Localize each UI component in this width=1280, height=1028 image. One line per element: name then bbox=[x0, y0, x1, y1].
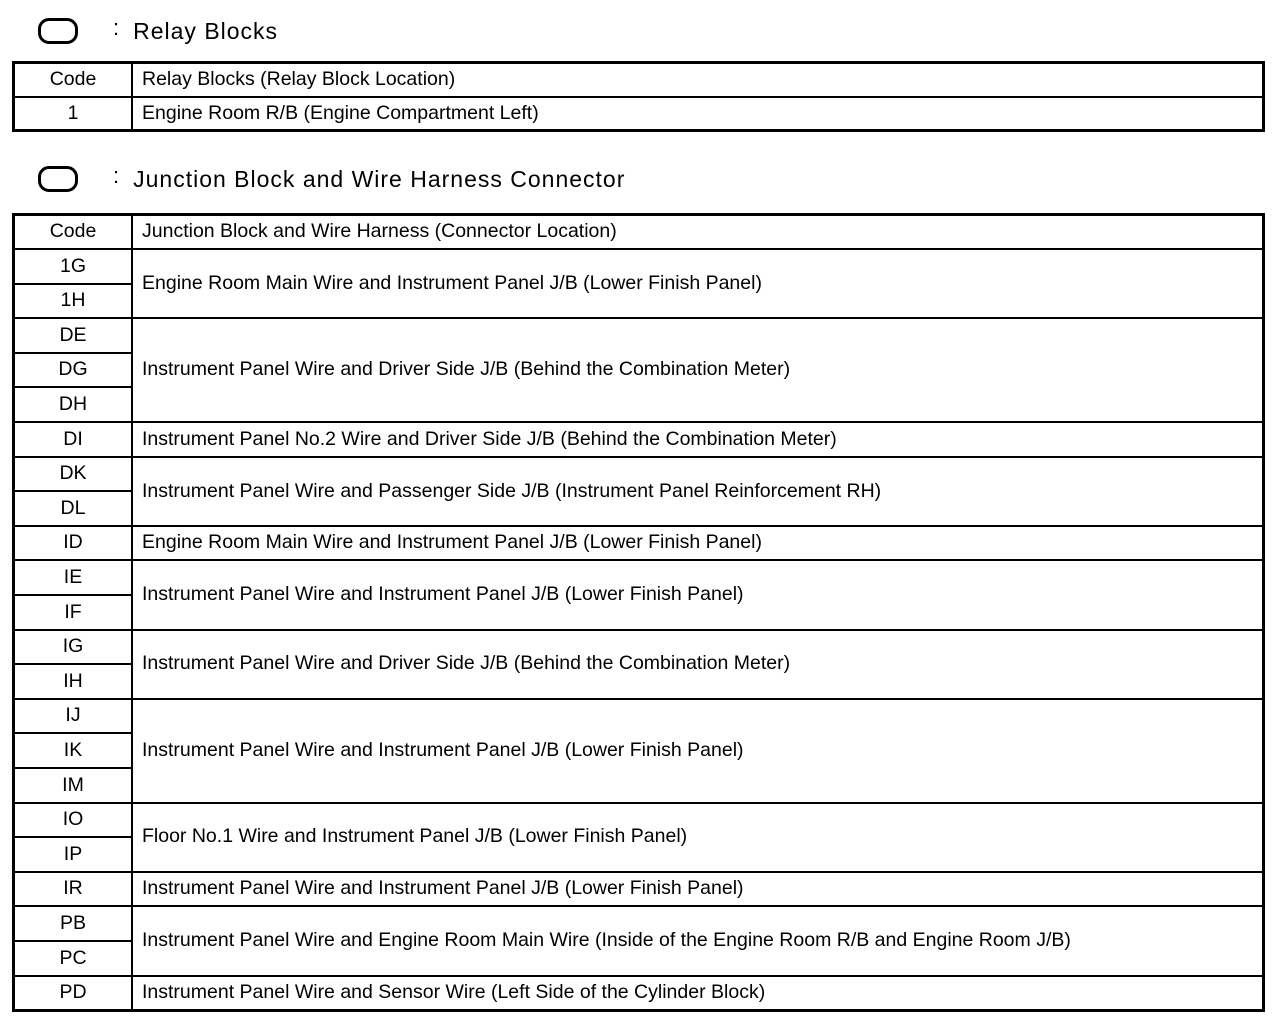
connector-location-cell: Instrument Panel Wire and Instrument Panel J/B (Lower Finish Panel) bbox=[132, 560, 1264, 629]
junction-block-title: Junction Block and Wire Harness Connector bbox=[133, 165, 626, 192]
table-row bbox=[14, 526, 1264, 561]
connector-code-cell: PD bbox=[14, 976, 133, 1011]
connector-code-cell: IH bbox=[14, 664, 133, 699]
connector-code-cell: PC bbox=[14, 941, 133, 976]
table-row bbox=[14, 699, 1264, 734]
connector-code-cell: IR bbox=[14, 872, 133, 907]
connector-code-cell: DE bbox=[14, 318, 133, 353]
location-header: Relay Blocks (Relay Block Location) bbox=[132, 63, 1264, 97]
connector-code-cell: DI bbox=[14, 422, 133, 457]
table-row bbox=[14, 630, 1264, 665]
junction-block-legend bbox=[38, 162, 625, 196]
table-row bbox=[14, 457, 1264, 492]
connector-code-cell: IE bbox=[14, 560, 133, 595]
connector-location-cell: Floor No.1 Wire and Instrument Panel J/B (Lower Finish Panel) bbox=[132, 803, 1264, 872]
rounded-rectangle-icon bbox=[38, 18, 78, 44]
connector-location-cell: Engine Room Main Wire and Instrument Panel J/B (Lower Finish Panel) bbox=[132, 249, 1264, 318]
table-header-row bbox=[14, 63, 1264, 97]
table-row bbox=[14, 906, 1264, 941]
connector-location-cell: Instrument Panel No.2 Wire and Driver Side J/B (Behind the Combination Meter) bbox=[132, 422, 1264, 457]
relay-location-cell: Engine Room R/B (Engine Compartment Left) bbox=[132, 97, 1264, 131]
connector-code-cell: PB bbox=[14, 906, 133, 941]
connector-code-cell: IJ bbox=[14, 699, 133, 734]
legend-colon: : bbox=[113, 163, 120, 188]
table-row bbox=[14, 97, 1264, 131]
table-row bbox=[14, 422, 1264, 457]
connector-code-cell: DK bbox=[14, 457, 133, 492]
connector-code-cell: IP bbox=[14, 837, 133, 872]
table-header-row bbox=[14, 215, 1264, 250]
table-row bbox=[14, 249, 1264, 284]
connector-location-cell: Instrument Panel Wire and Driver Side J/B (Behind the Combination Meter) bbox=[132, 318, 1264, 422]
connector-code-cell: DG bbox=[14, 353, 133, 388]
connector-location-cell: Instrument Panel Wire and Instrument Panel J/B (Lower Finish Panel) bbox=[132, 699, 1264, 803]
relay-blocks-table bbox=[12, 61, 1265, 132]
connector-code-cell: 1H bbox=[14, 284, 133, 319]
table-row bbox=[14, 560, 1264, 595]
relay-code-cell: 1 bbox=[14, 97, 133, 131]
connector-location-cell: Instrument Panel Wire and Engine Room Main Wire (Inside of the Engine Room R/B and Engine Room J/B) bbox=[132, 906, 1264, 975]
code-header: Code bbox=[14, 215, 133, 250]
location-header: Junction Block and Wire Harness (Connector Location) bbox=[132, 215, 1264, 250]
connector-location-cell: Instrument Panel Wire and Sensor Wire (Left Side of the Cylinder Block) bbox=[132, 976, 1264, 1011]
table-row bbox=[14, 976, 1264, 1011]
junction-block-table bbox=[12, 213, 1265, 1012]
code-header: Code bbox=[14, 63, 133, 97]
connector-location-cell: Engine Room Main Wire and Instrument Panel J/B (Lower Finish Panel) bbox=[132, 526, 1264, 561]
connector-location-cell: Instrument Panel Wire and Passenger Side J/B (Instrument Panel Reinforcement RH) bbox=[132, 457, 1264, 526]
rounded-rectangle-icon bbox=[38, 166, 78, 192]
connector-code-cell: IM bbox=[14, 768, 133, 803]
connector-code-cell: DH bbox=[14, 387, 133, 422]
table-row bbox=[14, 803, 1264, 838]
relay-blocks-legend bbox=[38, 14, 278, 48]
connector-code-cell: 1G bbox=[14, 249, 133, 284]
connector-code-cell: IK bbox=[14, 733, 133, 768]
connector-location-cell: Instrument Panel Wire and Driver Side J/B (Behind the Combination Meter) bbox=[132, 630, 1264, 699]
table-row bbox=[14, 318, 1264, 353]
connector-code-cell: IG bbox=[14, 630, 133, 665]
connector-code-cell: ID bbox=[14, 526, 133, 561]
connector-code-cell: IF bbox=[14, 595, 133, 630]
legend-colon: : bbox=[113, 15, 120, 40]
connector-code-cell: IO bbox=[14, 803, 133, 838]
table-row bbox=[14, 872, 1264, 907]
connector-code-cell: DL bbox=[14, 491, 133, 526]
relay-blocks-title: Relay Blocks bbox=[133, 17, 279, 44]
connector-location-cell: Instrument Panel Wire and Instrument Panel J/B (Lower Finish Panel) bbox=[132, 872, 1264, 907]
